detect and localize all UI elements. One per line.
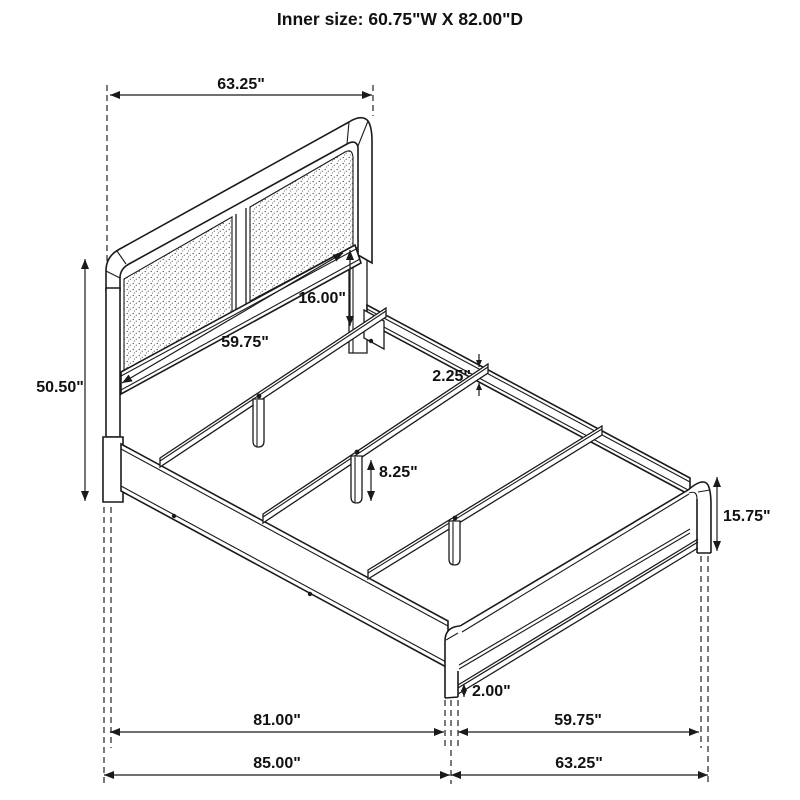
dim-top-width-label: 63.25" xyxy=(217,76,265,93)
dim-headboard-inner-width-label: 59.75" xyxy=(221,334,269,351)
footboard xyxy=(445,482,711,698)
rail-bolt-1 xyxy=(172,514,176,518)
support-leg-1 xyxy=(253,394,264,447)
support-leg-3 xyxy=(449,516,460,565)
bracket-screw-bottom xyxy=(369,339,373,343)
dim-overall-length-label: 85.00" xyxy=(253,755,301,772)
dim-footboard-height xyxy=(717,477,771,551)
dim-headboard-leg-label: 16.00" xyxy=(298,290,346,307)
headboard xyxy=(103,118,372,502)
dim-inner-length xyxy=(110,712,444,732)
dim-rail-thickness-label: 2.25" xyxy=(432,368,471,385)
dim-overall-length xyxy=(104,755,450,775)
rail-bolt-2 xyxy=(308,592,312,596)
dim-footboard-inner-width-label: 59.75" xyxy=(554,712,602,729)
dim-footboard-width xyxy=(451,755,708,775)
dim-top-width xyxy=(110,76,372,95)
dim-center-leg-height-label: 8.25" xyxy=(379,464,418,481)
cross-rail-3 xyxy=(368,426,602,579)
dim-headboard-height-label: 50.50" xyxy=(36,379,84,396)
dim-footboard-height-label: 15.75" xyxy=(723,508,771,525)
dim-leg-clearance-label: 2.00" xyxy=(472,683,511,700)
dim-center-leg-height xyxy=(371,460,418,501)
dim-headboard-height xyxy=(36,259,85,501)
headboard-left-leg xyxy=(103,288,123,502)
support-leg-2 xyxy=(351,450,362,503)
cross-rail-2 xyxy=(263,364,488,523)
headboard-panel-divider xyxy=(236,208,246,310)
dim-footboard-width-label: 63.25" xyxy=(555,755,603,772)
dim-inner-length-label: 81.00" xyxy=(253,712,301,729)
page-title: Inner size: 60.75"W X 82.00"D xyxy=(276,9,524,29)
dim-footboard-inner-width xyxy=(458,712,699,732)
